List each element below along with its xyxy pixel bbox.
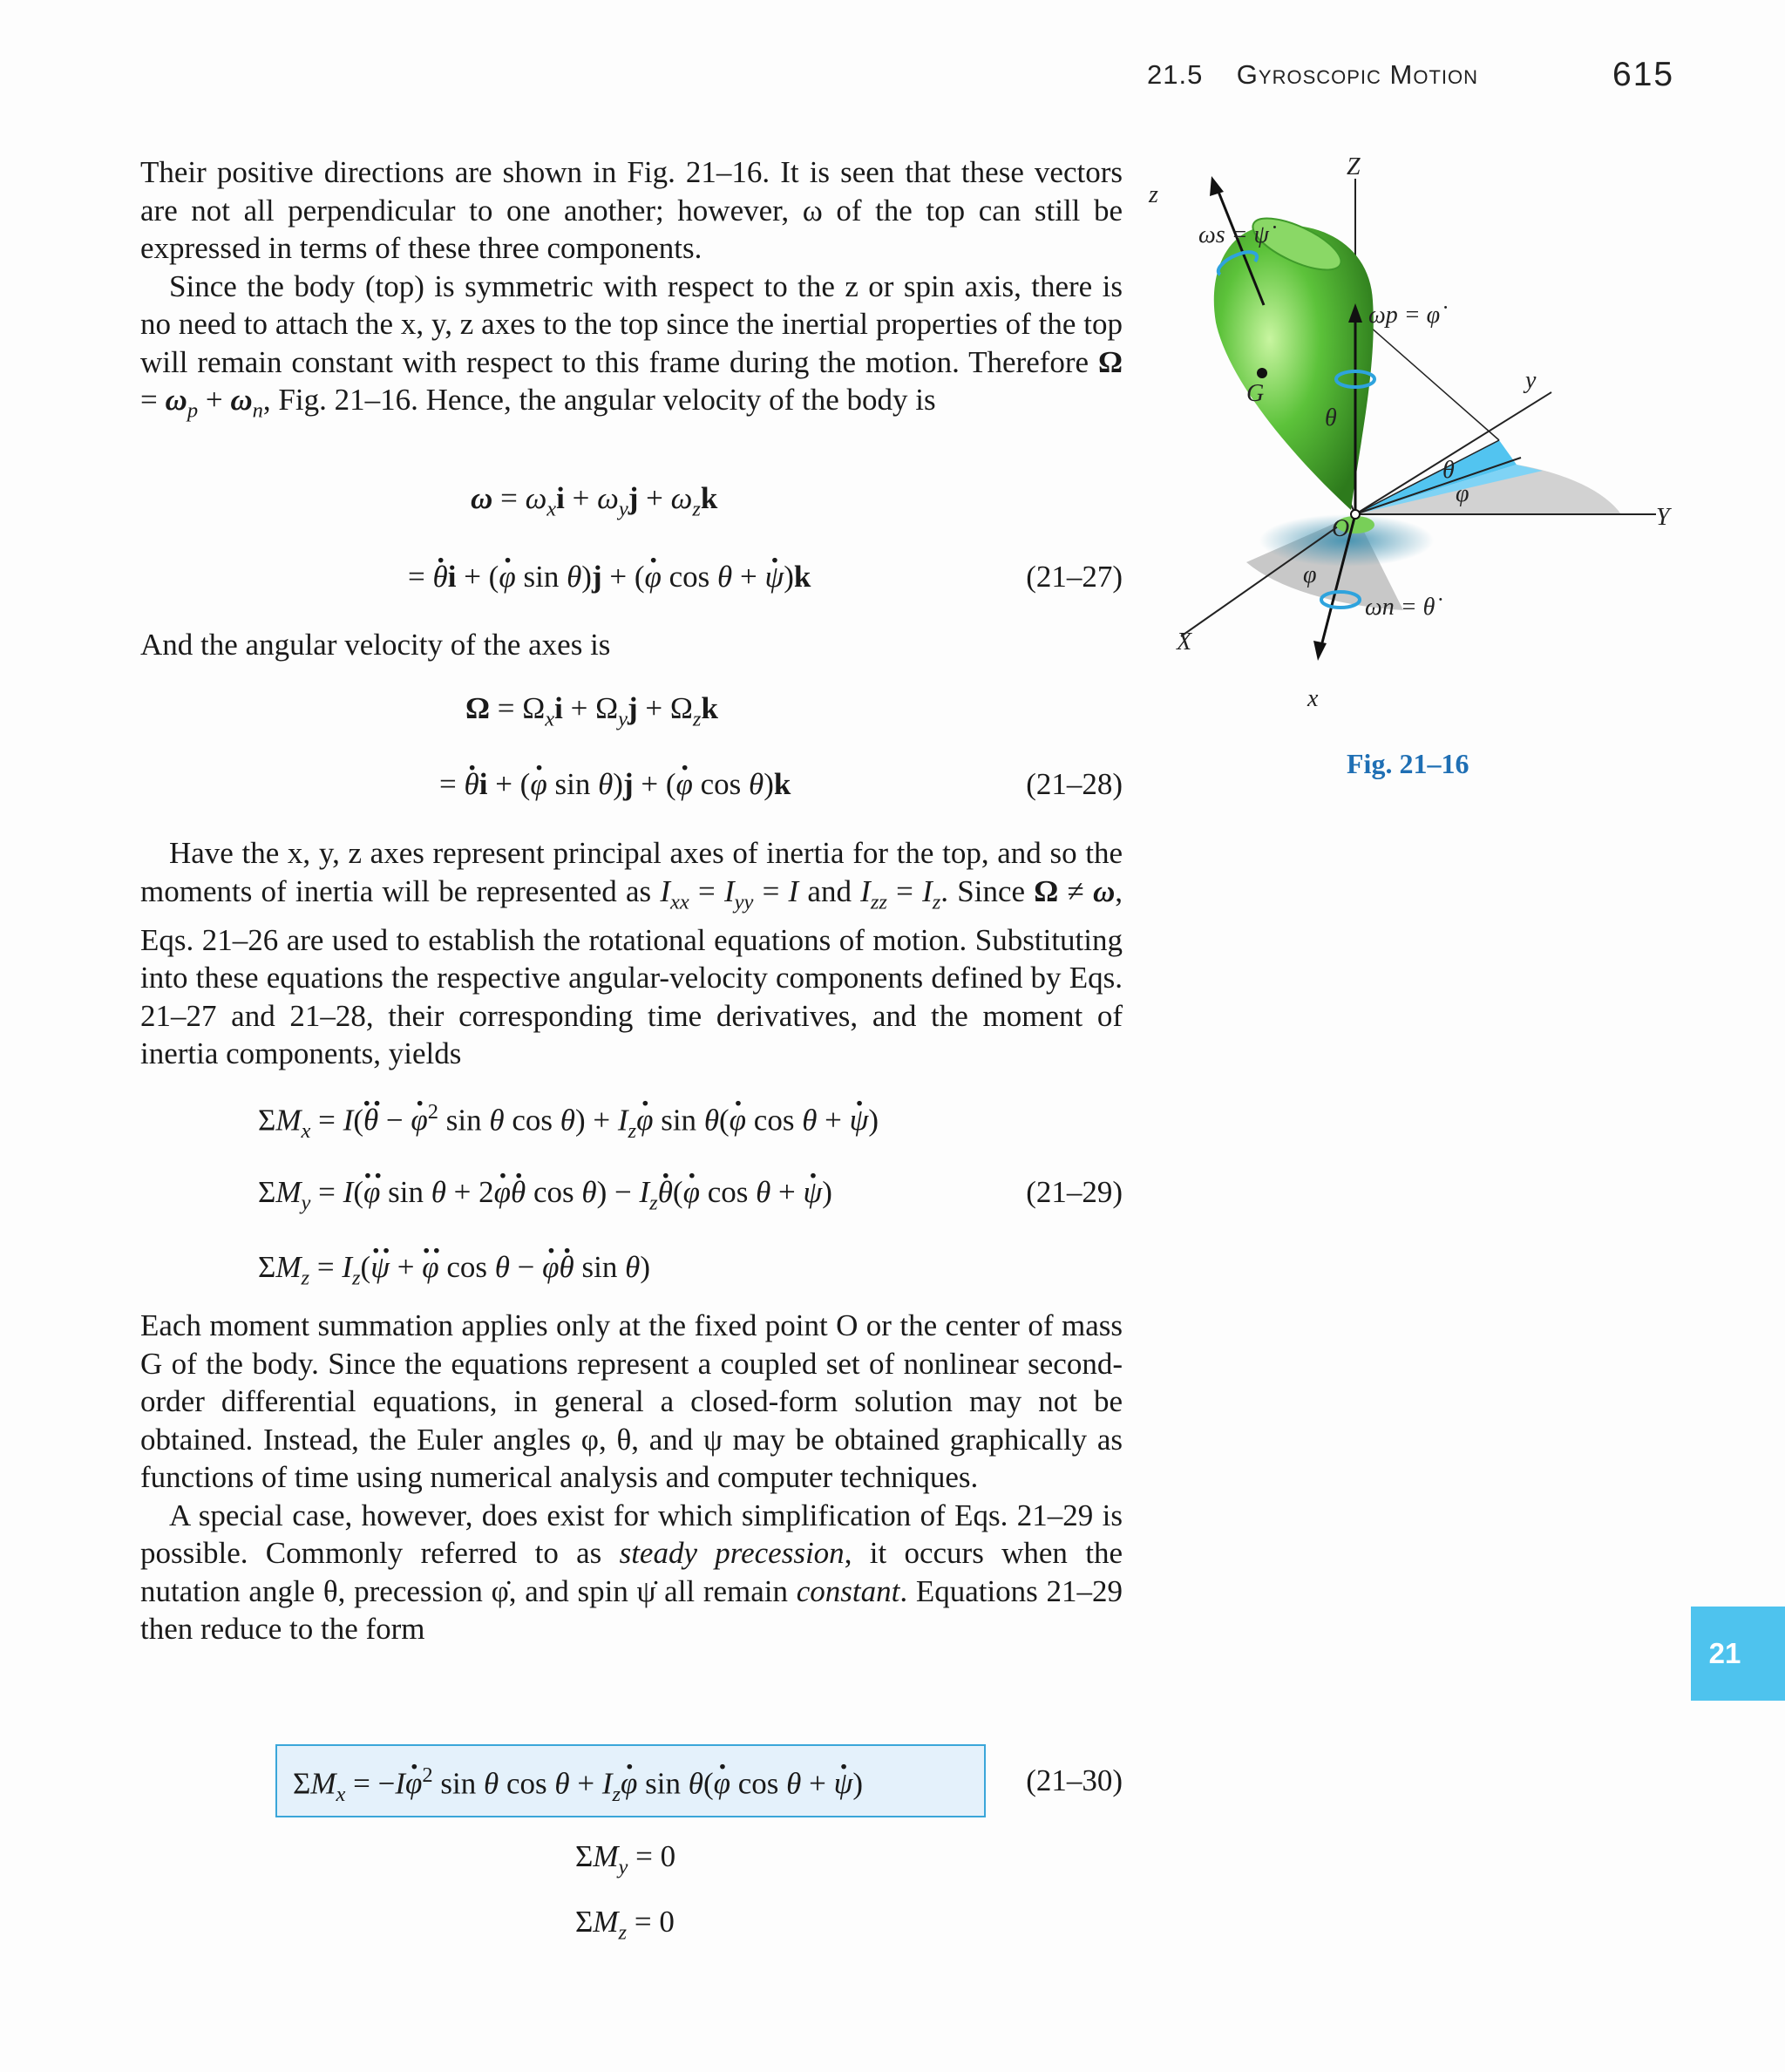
label-O: O: [1332, 515, 1350, 542]
equation-Omega-line1: $\Omega = \Omega_xi + \Omega_yj + \Omega_zk$: [465, 691, 718, 731]
chapter-tab: 21: [1691, 1607, 1785, 1701]
label-G: G: [1246, 380, 1265, 407]
equation-omega-line2: = θ ·i + (φ · sin θ)j + (φ · cos θ + ψ ·)k: [408, 560, 811, 594]
label-X: X: [1177, 628, 1192, 656]
label-Z: Z: [1347, 153, 1361, 180]
nutation-arrowhead: [1313, 641, 1327, 661]
label-omega-n: ωn = θ̇: [1365, 594, 1435, 621]
paragraph-4: Have the x, y, z axes represent principal axes of inertia for the top, and so the moments of inertia will be represented as $I_{xx} = I_{yy} = I$ and $I_{zz} = I_z$. Since Ω ≠ ω, Eqs. 21–26 are used to establish the rotational equations of motion. Substituting into these equations the respective angular-velocity components defined by Eqs. 21–27 and 21–28, their corresponding time derivatives, and the moment of inertia components, yields: [140, 836, 1123, 1071]
label-theta-blue: θ: [1442, 457, 1455, 484]
equation-number-28: (21–28): [1026, 767, 1123, 801]
equation-sum-My: $\Sigma M_y = I(\varphi \cdot\cdot \sin \theta + 2\varphi \cdot\theta \cdot \cos \theta) - I_z\theta \cdot(\varphi \cdot \cos \theta + \psi$ ·): [258, 1175, 832, 1216]
paragraph-2: Since the body (top) is symmetric with respect to the z or spin axis, there is no need to attach the x, y, z axes to the top since the inertial properties of the top will remain constant with respect to this frame during the motion. Therefore $\Omega = \omega_p + \omega_n$, Fig. 21–16. Hence, the angular velocity of the body is: [140, 268, 1123, 423]
paragraph-3: And the angular velocity of the axes is: [140, 628, 611, 662]
label-theta-vertical: θ: [1325, 404, 1337, 431]
label-x: x: [1307, 685, 1319, 712]
figure-caption: Fig. 21–16: [1347, 748, 1469, 779]
equation-Omega-line2: = θ ·i + (φ · sin θ)j + (φ · cos θ)k: [439, 767, 791, 802]
equation-steady-Mz: $\Sigma M_z = 0$: [575, 1905, 675, 1945]
equation-steady-Mx: $\Sigma M_x = -I\varphi \cdot^2$ sin θ $\cos \theta + I_z\varphi \cdot \sin \theta(\varphi \cdot \cos \theta + \psi$ ·): [293, 1763, 863, 1807]
center-of-mass-point: [1257, 368, 1267, 378]
equation-number-27: (21–27): [1026, 560, 1123, 594]
label-y: y: [1525, 367, 1537, 394]
equation-sum-Mx: $\Sigma M_x = I(\theta$ ·· − φ ·$^2$ sin θ $\cos \theta) + I_z\varphi \cdot \sin \theta(\varphi \cdot \cos \theta + \psi$ ·): [258, 1100, 879, 1144]
label-Y: Y: [1656, 504, 1670, 531]
label-phi-blue: φ: [1456, 480, 1469, 507]
gyroscope-figure: [1133, 148, 1691, 715]
label-phi-ground: φ: [1303, 561, 1317, 588]
equation-number-30: (21–30): [1026, 1763, 1123, 1797]
equation-number-29: (21–29): [1026, 1175, 1123, 1209]
label-omega-s: ωs = ψ̇: [1198, 221, 1269, 248]
page-number: 615: [1612, 56, 1675, 93]
equation-sum-Mz: $\Sigma M_z = I_z(\psi$ ·· + φ ·· cos θ − φ ·θ · sin θ): [258, 1250, 650, 1291]
paragraphs-5-6: [140, 1307, 1123, 1648]
omega-p-line: [1355, 314, 1499, 440]
section-number: 21.5: [1147, 59, 1204, 90]
paragraph-5: Each moment summation applies only at the fixed point O or the center of mass G of the body. Since the equations represent a coupled set of nonlinear second-order differential equations, in general a closed-form solution may not be obtained. Instead, the Euler angles φ, θ, and ψ may be obtained graphically as functions of time using numerical analysis and computer techniques.: [140, 1308, 1123, 1494]
intro-paragraphs: [140, 153, 1123, 430]
equation-steady-My: $\Sigma M_y = 0$: [575, 1839, 676, 1879]
label-z: z: [1149, 181, 1158, 208]
running-header: [1147, 59, 1478, 91]
spin-arrowhead: [1210, 176, 1224, 196]
label-omega-p: ωp = φ̇: [1368, 302, 1441, 329]
paragraph-6: A special case, however, does exist for which simplification of Eqs. 21–29 is possible. Commonly referred to as steady precession, it occurs when the nutation angle θ, precession φ̇, and spin ψ̇ all remain constant. Equations 21–29 then reduce to the form: [140, 1498, 1123, 1646]
fixed-point-O: [1351, 510, 1360, 519]
equation-omega-line1: $\omega = \omega_xi + \omega_yj + \omega_zk$: [471, 481, 718, 521]
spinning-top: [1214, 225, 1374, 510]
paragraph-1: Their positive directions are shown in Fig. 21–16. It is seen that these vectors are not all perpendicular to one another; however, ω of the top can still be expressed in terms of these three components.: [140, 155, 1123, 265]
section-title: Gyroscopic Motion: [1236, 59, 1479, 90]
